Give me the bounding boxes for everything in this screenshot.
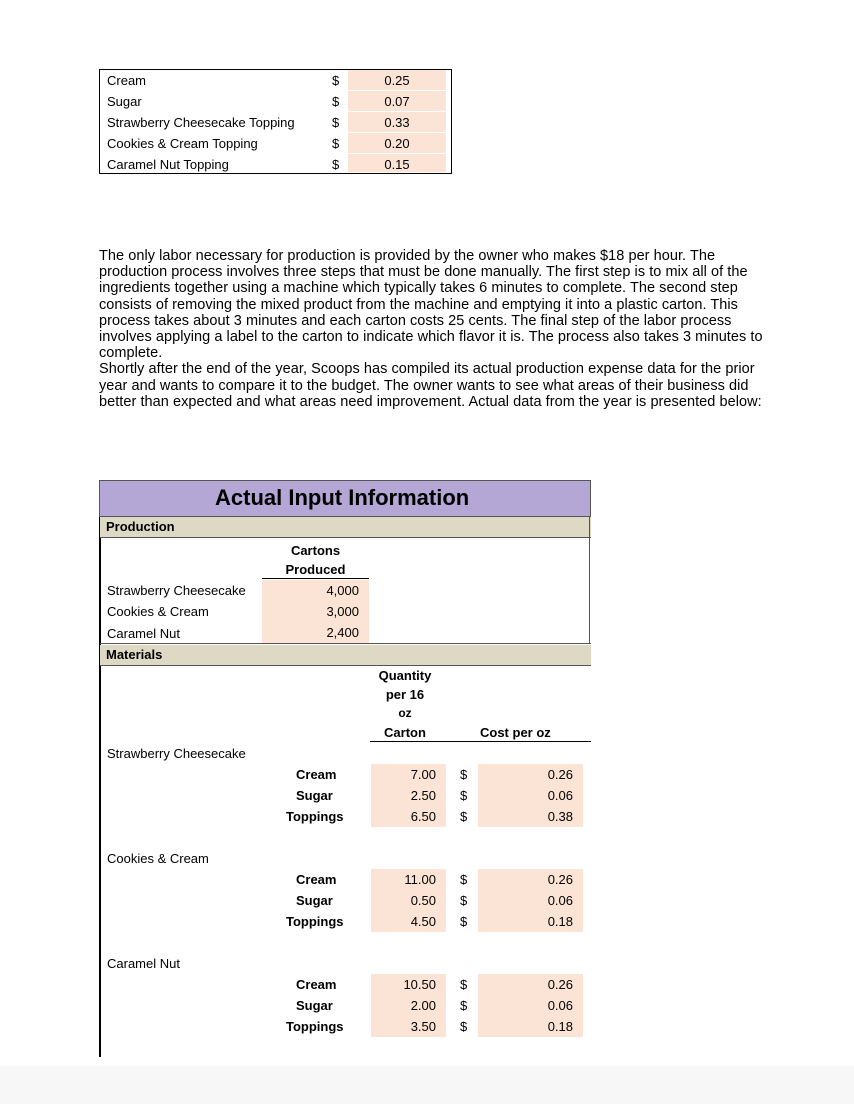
- materials-section-bar: [100, 645, 591, 666]
- qty-cell: 0.50: [371, 890, 446, 911]
- dollar-sign: $: [460, 872, 468, 887]
- qty-cell: 2.00: [371, 995, 446, 1016]
- qty-header-4: Carton: [384, 725, 426, 740]
- price-value: 0.33: [384, 115, 410, 130]
- ingredient-name: Toppings: [286, 809, 344, 824]
- ingredient-name: Cream: [296, 872, 337, 887]
- dollar-sign: $: [460, 788, 468, 803]
- materials-flavor: Cookies & Cream: [107, 851, 209, 866]
- qty-header-2: per 16: [385, 687, 425, 702]
- actual-input-title: Actual Input Information: [215, 485, 470, 510]
- dollar-sign: $: [460, 809, 468, 824]
- actual-input-header: [99, 480, 591, 517]
- dollar-sign: $: [460, 767, 468, 782]
- dollar-sign: $: [460, 914, 468, 929]
- cartons-header-1: Cartons: [290, 543, 341, 558]
- production-right-border: [589, 517, 590, 643]
- price-item-label: Sugar: [107, 94, 142, 109]
- ingredient-price-table: [99, 69, 452, 174]
- cartons-header-rule: [262, 578, 369, 579]
- cost-cell: 0.26: [478, 869, 583, 890]
- dollar-sign: $: [332, 136, 340, 151]
- qty-cell: 6.50: [371, 806, 446, 827]
- ingredient-name: Cream: [296, 767, 337, 782]
- qty-cell: 11.00: [371, 869, 446, 890]
- dollar-sign: $: [332, 157, 340, 172]
- narrative-text: [99, 248, 769, 410]
- cartons-cell: 2,400: [262, 622, 369, 643]
- ingredient-name: Cream: [296, 977, 337, 992]
- cost-cell: 0.26: [478, 764, 583, 785]
- ingredient-name: Sugar: [296, 893, 333, 908]
- ingredient-name: Toppings: [286, 1019, 344, 1034]
- page-footer-strip: [0, 1066, 854, 1104]
- dollar-sign: $: [460, 893, 468, 908]
- ingredient-name: Sugar: [296, 998, 333, 1013]
- dollar-sign: $: [460, 998, 468, 1013]
- cost-cell: 0.06: [478, 995, 583, 1016]
- production-flavor: Strawberry Cheesecake: [107, 583, 246, 598]
- dollar-sign: $: [460, 977, 468, 992]
- qty-header-1: Quantity: [378, 668, 432, 683]
- cost-cell: 0.06: [478, 785, 583, 806]
- materials-flavor: Caramel Nut: [107, 956, 180, 971]
- paragraph-labor: The only labor necessary for production is provided by the owner who makes $18 per hour. The production process involves three steps that must be done manually. The first step is to mix all of the ingredients together using a machine which typically takes 6 minutes to complete. The second step consists of removing the mixed product from the machine and emptying it into a plastic carton. This process takes about 3 minutes and each carton costs 25 cents. The final step of the labor process involves applying a label to the carton to indicate which flavor it is. The process also takes 3 minutes to complete.: [99, 248, 763, 362]
- production-label: Production: [106, 519, 175, 534]
- materials-label: Materials: [106, 647, 163, 662]
- ingredient-name: Sugar: [296, 788, 333, 803]
- paragraph-actual: Shortly after the end of the year, Scoops has compiled its actual production expense data for the prior year and wants to compare it to the budget. The owner wants to see what areas of their business did better than expected and what areas need improvement. Actual data from the year is presented below:: [99, 361, 762, 410]
- materials-header-rule: [370, 741, 591, 742]
- price-value: 0.25: [384, 73, 410, 88]
- dollar-sign: $: [332, 94, 340, 109]
- dollar-sign: $: [332, 115, 340, 130]
- cost-cell: 0.26: [478, 974, 583, 995]
- materials-flavor: Strawberry Cheesecake: [107, 746, 246, 761]
- price-value: 0.07: [384, 94, 410, 109]
- cartons-cell: 3,000: [262, 601, 369, 622]
- price-item-label: Strawberry Cheesecake Topping: [107, 115, 295, 130]
- qty-cell: 4.50: [371, 911, 446, 932]
- price-value: 0.15: [384, 157, 410, 172]
- dollar-sign: $: [460, 1019, 468, 1034]
- production-flavor: Cookies & Cream: [107, 604, 209, 619]
- qty-cell: 7.00: [371, 764, 446, 785]
- price-value: 0.20: [384, 136, 410, 151]
- qty-cell: 2.50: [371, 785, 446, 806]
- production-flavor: Caramel Nut: [107, 626, 180, 641]
- cost-cell: 0.38: [478, 806, 583, 827]
- price-item-label: Cream: [107, 73, 147, 88]
- production-bottom-rule: [100, 643, 591, 644]
- cost-cell: 0.18: [478, 911, 583, 932]
- qty-cell: 10.50: [371, 974, 446, 995]
- table-left-border: [99, 517, 101, 1057]
- production-section-bar: [100, 517, 591, 538]
- cost-cell: 0.06: [478, 890, 583, 911]
- cartons-cell: 4,000: [262, 580, 369, 601]
- cost-per-oz-header: Cost per oz: [480, 725, 551, 740]
- dollar-sign: $: [332, 73, 340, 88]
- qty-cell: 3.50: [371, 1016, 446, 1037]
- qty-header-3: oz: [398, 706, 412, 720]
- cartons-header-2: Produced: [285, 562, 346, 577]
- cost-cell: 0.18: [478, 1016, 583, 1037]
- ingredient-name: Toppings: [286, 914, 344, 929]
- price-item-label: Caramel Nut Topping: [107, 157, 229, 172]
- price-item-label: Cookies & Cream Topping: [107, 136, 258, 151]
